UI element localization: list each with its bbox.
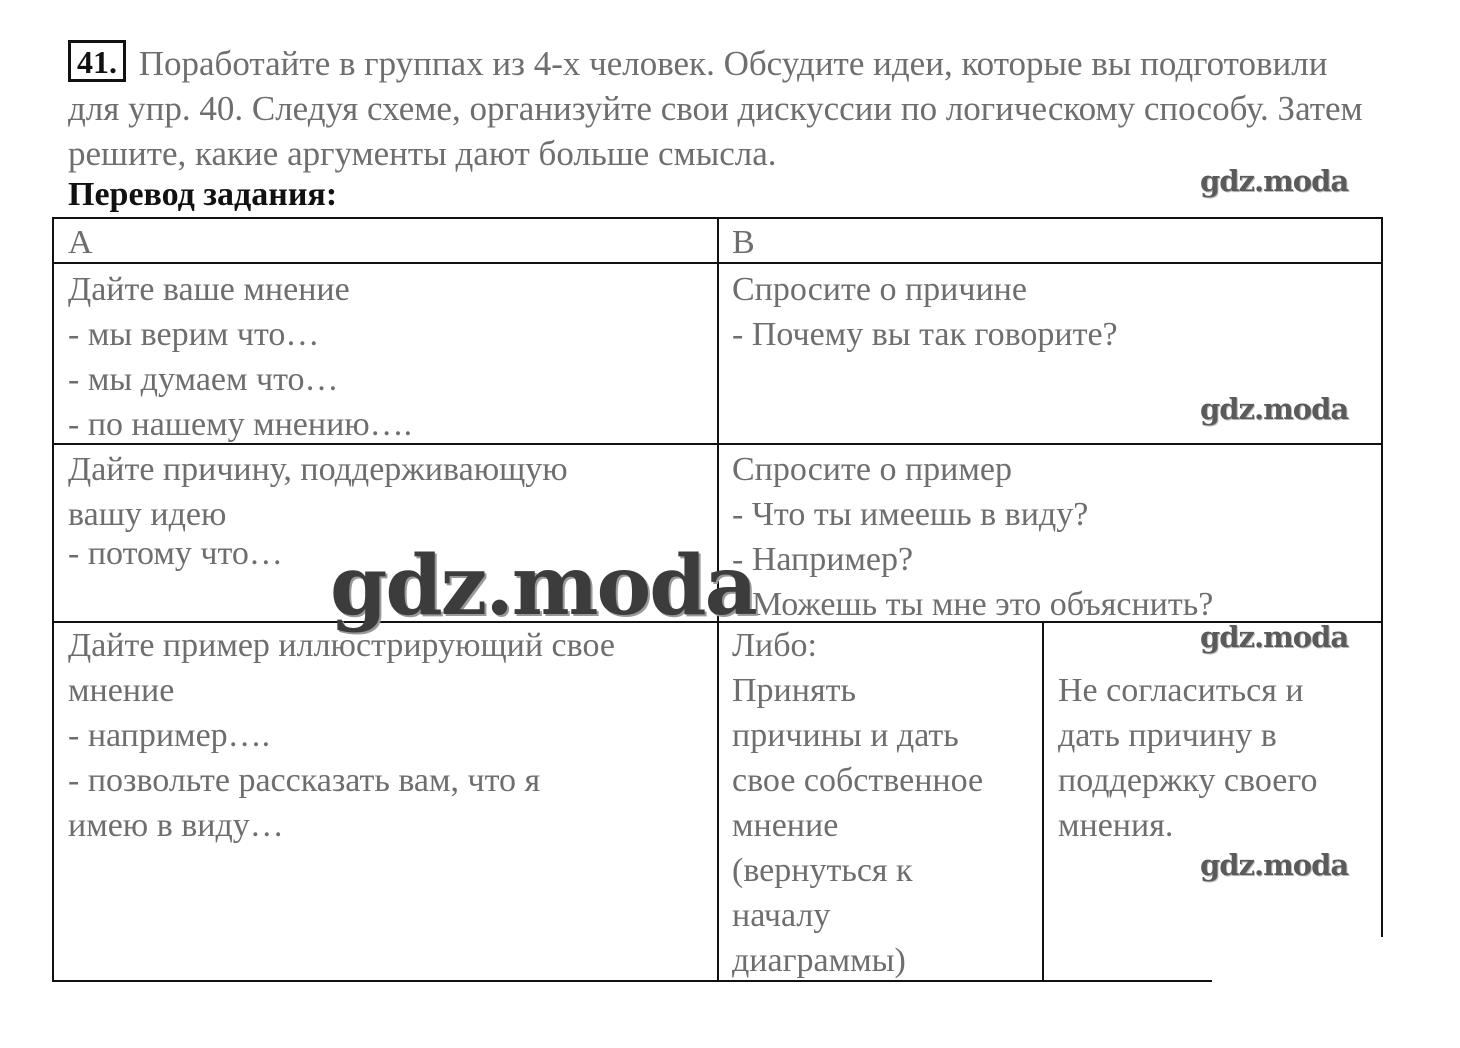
give-reason-title: Дайте причину, поддерживающую <box>68 451 568 488</box>
diagram-row-divider-1 <box>52 262 1383 264</box>
diagram-inner-divider <box>1042 621 1044 982</box>
task-number: 41. <box>68 40 126 82</box>
watermark-logo: gdz.moda <box>1200 620 1349 654</box>
task-text-block <box>68 40 1368 176</box>
opinion-phrase: - мы думаем что… <box>68 361 339 398</box>
give-opinion-cell <box>68 267 412 447</box>
opinion-phrase: - по нашему мнению…. <box>68 406 413 443</box>
give-opinion-title: Дайте ваше мнение <box>68 271 350 308</box>
ask-reason-cell <box>732 267 1118 357</box>
watermark-logo-large: gdz.moda <box>330 538 756 634</box>
watermark-logo: gdz.moda <box>1200 392 1349 426</box>
opinion-phrase: - мы верим что… <box>68 316 320 353</box>
translation-heading: Перевод задания: <box>68 176 338 213</box>
reason-question: - Почему вы так говорите? <box>732 316 1118 353</box>
either-accept-cell: Либо: Принять причины и дать свое собственное мнение (вернуться к началу диаграммы) <box>732 627 984 979</box>
reason-phrase: - потому что… <box>68 535 283 572</box>
example-question: - Что ты имеешь в виду? <box>732 496 1089 533</box>
example-question: - Например? <box>732 541 914 578</box>
task-instructions: Поработайте в группах из 4-х человек. Обсудите идеи, которые вы подготовили для упр. 40. Следуя схеме, организуйте свои дискуссии по логическому способу. Затем решите, какие аргументы дают больше смысла. <box>68 44 1363 173</box>
column-header-b: В <box>732 224 755 261</box>
ask-example-cell <box>732 447 1213 627</box>
column-header-a: А <box>68 224 93 261</box>
watermark-logo: gdz.moda <box>1200 164 1349 198</box>
give-reason-title-cont: вашу идею <box>68 496 227 533</box>
diagram-border-right <box>1381 217 1383 937</box>
ask-example-title: Спросите о пример <box>732 451 1012 488</box>
ask-reason-title: Спросите о причине <box>732 271 1027 308</box>
example-question: - Можешь ты мне это объяснить? <box>732 586 1214 623</box>
watermark-logo: gdz.moda <box>1200 848 1349 882</box>
disagree-cell: Не согласиться и дать причину в поддержку своего мнения. <box>1058 672 1318 844</box>
diagram-border-left <box>52 217 54 982</box>
give-example-cell: Дайте пример иллюстрирующий свое мнение - например…. - позвольте рассказать вам, что я имею в виду… <box>68 627 615 844</box>
diagram-border-bottom <box>52 980 1212 982</box>
